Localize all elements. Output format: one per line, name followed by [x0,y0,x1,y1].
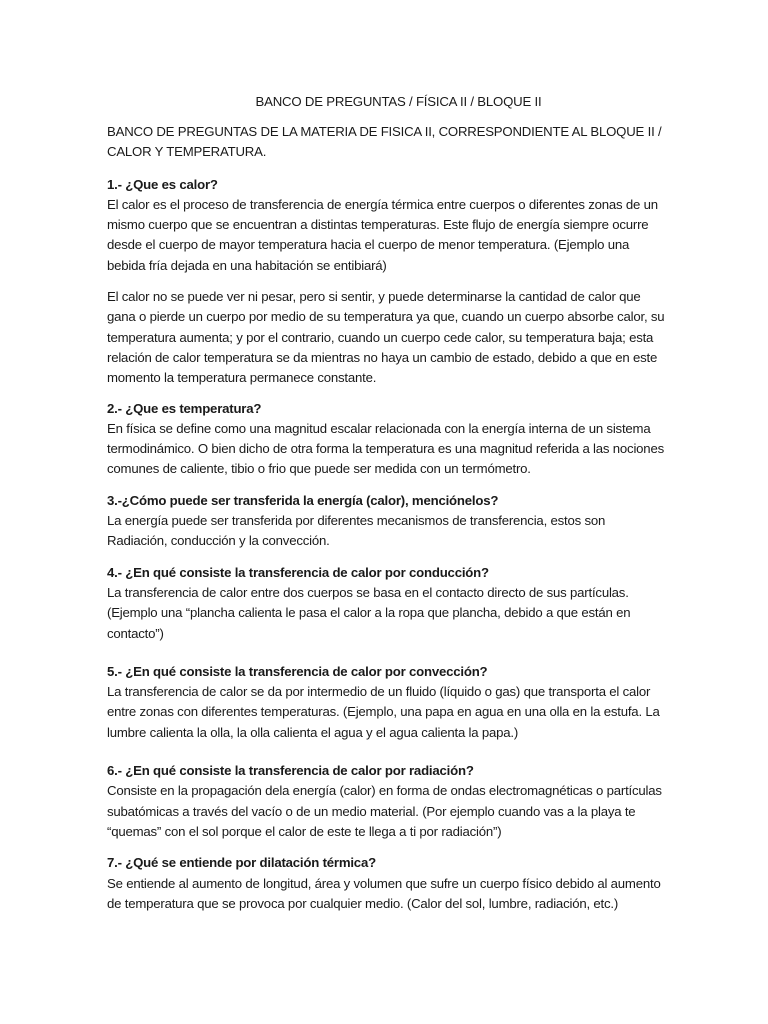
question-block-5 [107,662,668,743]
question-block-2 [107,399,668,480]
question-block-7 [107,853,668,914]
question-answer: La transferencia de calor entre dos cuerpos se basa en el contacto directo de sus partículas. (Ejemplo una “plancha calienta le pasa el calor a la ropa que plancha, debido a que están en contacto”) [107,584,631,641]
question-block-6 [107,761,668,842]
document-intro: BANCO DE PREGUNTAS DE LA MATERIA DE FISICA II, CORRESPONDIENTE AL BLOQUE II / CALOR Y TEMPERATURA. [107,124,662,160]
question-heading: 7.- ¿Qué se entiende por dilatación térmica? [107,855,376,871]
question-answer: Consiste en la propagación dela energía (calor) en forma de ondas electromagnéticas o partículas subatómicas a través del vacío o de un medio material. (Por ejemplo cuando vas a la playa te “quemas” con el sol porque el calor de este te llega a ti por radiación”) [107,783,662,839]
answer-paragraph: El calor no se puede ver ni pesar, pero si sentir, y puede determinarse la cantidad de calor que gana o pierde un cuerpo por medio de su temperatura ya que, cuando un cuerpo absorbe calor, su temperatura aumenta; y por el contrario, cuando un cuerpo cede calor, su temperatura baja; esta relación de calor temperatura se da mientras no haya un cambio de estado, debido a que en este momento la temperatura permanece constante. [107,289,665,386]
question-heading: 4.- ¿En qué consiste la transferencia de calor por conducción? [107,564,489,580]
question-block-1 [107,175,668,276]
question-answer: Se entiende al aumento de longitud, área y volumen que sufre un cuerpo físico debido al aumento de temperatura que se provoca por cualquier medio. (Calor del sol, lumbre, radiación, etc.) [107,875,661,911]
question-answer: El calor es el proceso de transferencia de energía térmica entre cuerpos o diferentes zonas de un mismo cuerpo que se encuentran a distintas temperaturas. Este flujo de energía siempre ocurre desde el cuerpo de mayor temperatura hacia el cuerpo de menor temperatura. (Ejemplo una bebida fría dejada en una habitación se entibiará) [107,196,658,273]
question-answer: En física se define como una magnitud escalar relacionada con la energía interna de un sistema termodinámico. O bien dicho de otra forma la temperatura es una magnitud referida a las nociones comunes de caliente, tibio o frio que puede ser medida con un termómetro. [107,420,664,477]
question-answer: La transferencia de calor se da por intermedio de un fluido (líquido o gas) que transporta el calor entre zonas con diferentes temperaturas. (Ejemplo, una papa en agua en una olla en la estufa. La lumbre calienta la olla, la olla calienta el agua y el agua calienta la papa.) [107,684,660,740]
question-block-3 [107,491,668,552]
question-answer: La energía puede ser transferida por diferentes mecanismos de transferencia, estos son Radiación, conducción y la convección. [107,513,606,549]
question-heading: 3.-¿Cómo puede ser transferida la energía (calor), menciónelos? [107,492,499,508]
question-heading: 5.- ¿En qué consiste la transferencia de calor por convección? [107,663,488,679]
question-block-4 [107,563,668,644]
question-heading: 6.- ¿En qué consiste la transferencia de calor por radiación? [107,763,474,779]
question-heading: 2.- ¿Que es temperatura? [107,400,262,416]
question-heading: 1.- ¿Que es calor? [107,176,218,192]
document-title: BANCO DE PREGUNTAS / FÍSICA II / BLOQUE II [255,94,542,109]
